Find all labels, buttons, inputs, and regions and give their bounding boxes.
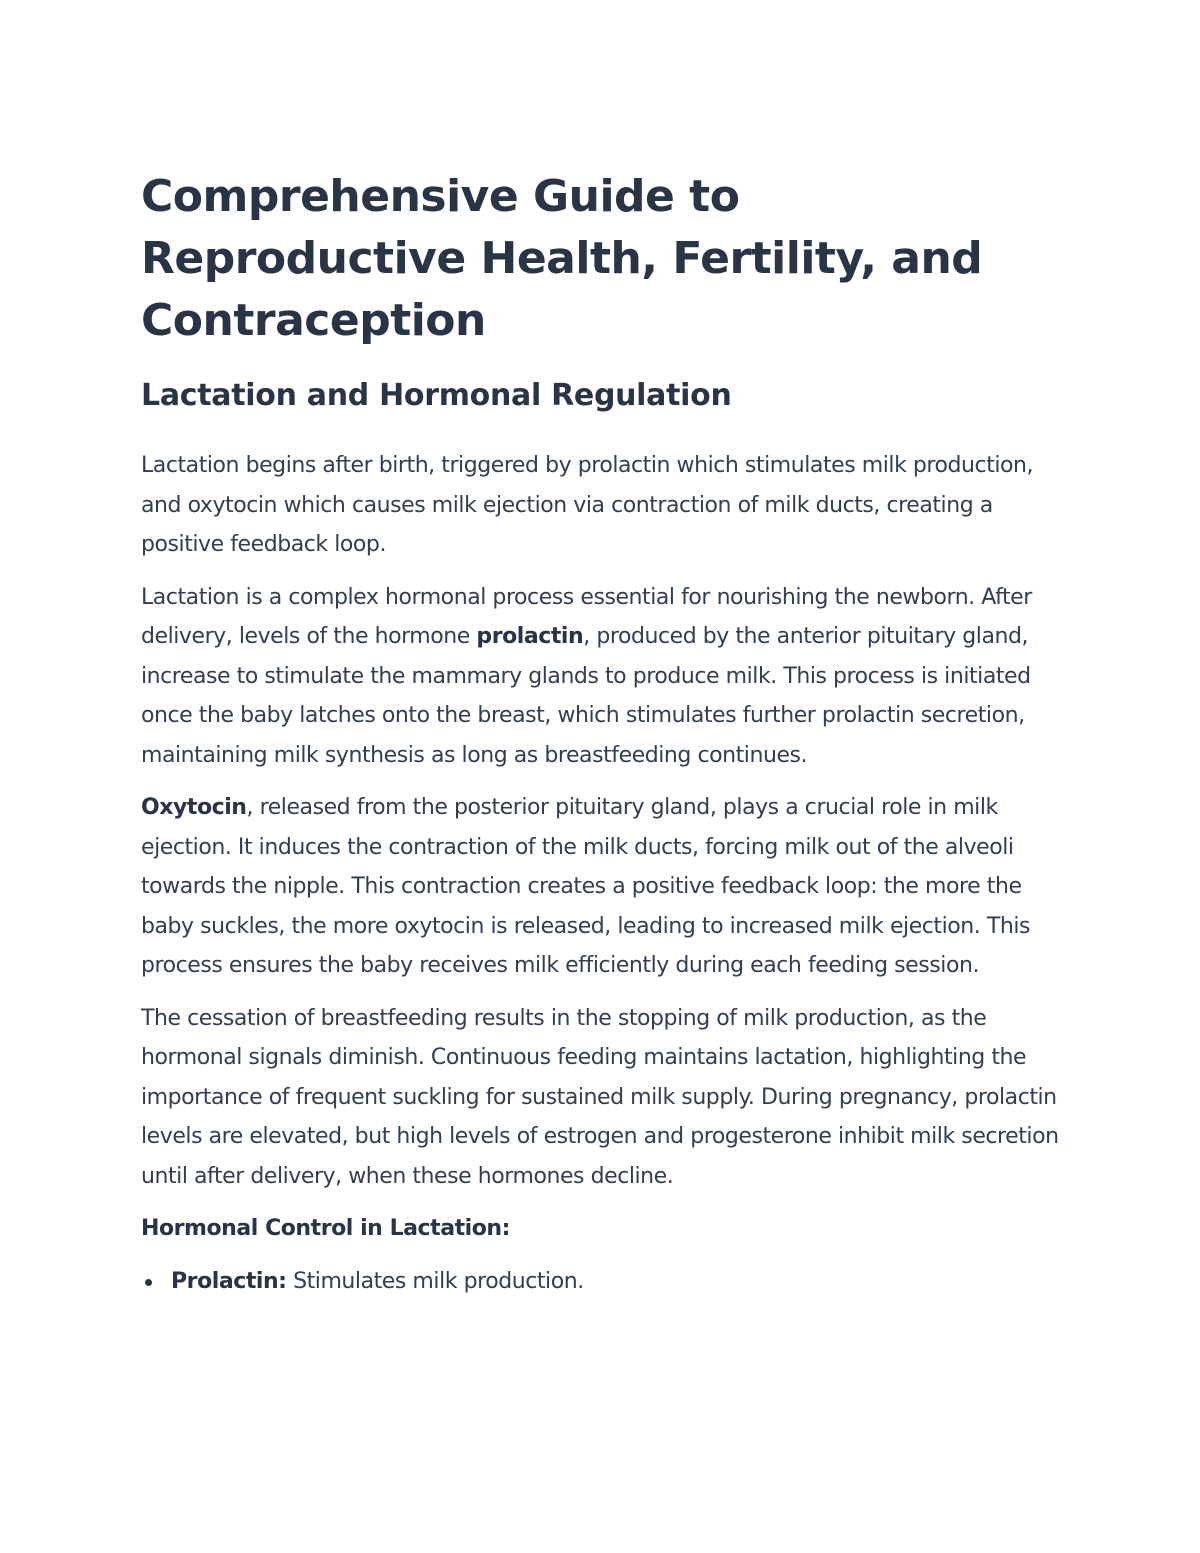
prolactin-paragraph-text-end: , produced by the anterior pituitary gland, increase to stimulate the mammary glands to produce milk. This process is initiated once the baby latches onto the breast, which stimulates further prolactin secretion, maintaining milk synthesis as long as breastfeeding continues.	[141, 624, 1031, 768]
list-item	[141, 1262, 1060, 1302]
oxytocin-term: Oxytocin	[141, 795, 247, 820]
bullet-icon	[145, 1279, 152, 1286]
intro-paragraph: Lactation begins after birth, triggered by prolactin which stimulates milk production, and oxytocin which causes milk ejection via contraction of milk ducts, creating a positive feedback loop.	[141, 453, 1034, 557]
list-item-term: Prolactin:	[171, 1268, 287, 1294]
oxytocin-paragraph-text: , released from the posterior pituitary gland, plays a crucial role in milk ejection. It induces the contraction of the milk ducts, forcing milk out of the alveoli towards the nipple. This contraction creates a positive feedback loop: the more the baby suckles, the more oxytocin is released, leading to increased milk ejection. This process ensures the baby receives milk efficiently during each feeding session.	[141, 795, 1031, 978]
oxytocin-paragraph	[141, 788, 1060, 986]
list-item-description: Stimulates milk production.	[286, 1268, 584, 1294]
hormone-list	[141, 1262, 1060, 1302]
prolactin-paragraph-text-start: Lactation is a complex hormonal process essential for nourishing the newborn. After delivery, levels of the hormone	[141, 584, 1032, 649]
section-heading: Lactation and Hormonal Regulation	[141, 378, 732, 413]
document-title: Comprehensive Guide to Reproductive Health, Fertility, and Contraception	[141, 171, 983, 346]
prolactin-paragraph	[141, 578, 1060, 776]
prolactin-term: prolactin	[476, 624, 584, 649]
hormonal-control-subheading: Hormonal Control in Lactation:	[141, 1216, 510, 1241]
cessation-paragraph: The cessation of breastfeeding results in the stopping of milk production, as the hormonal signals diminish. Continuous feeding maintains lactation, highlighting the importance of frequent suckling for sustained milk supply. During pregnancy, prolactin levels are elevated, but high levels of estrogen and progesterone inhibit milk secretion until after delivery, when these hormones decline.	[141, 1005, 1059, 1189]
